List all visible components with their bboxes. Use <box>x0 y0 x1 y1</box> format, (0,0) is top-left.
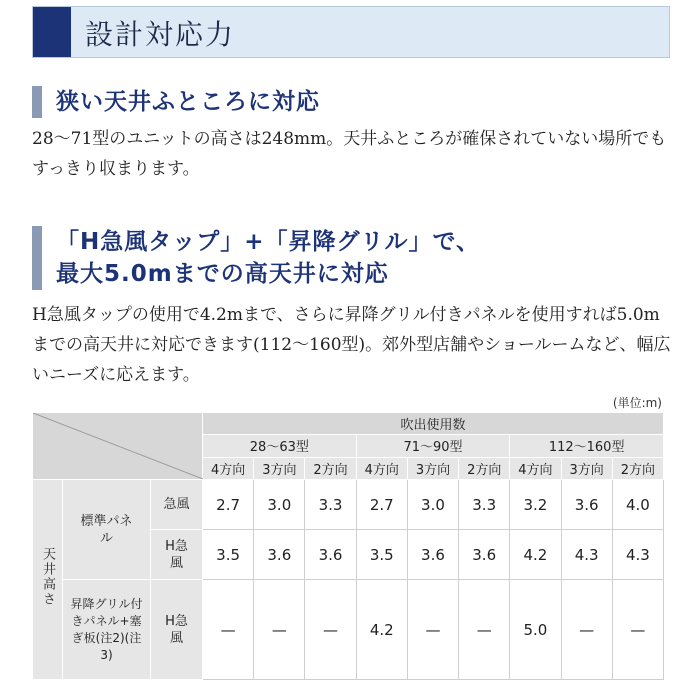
table-cell: 3.6 <box>459 530 510 580</box>
header-dir: 2方向 <box>459 457 510 479</box>
header-outlet-count: 吹出使用数 <box>203 413 664 435</box>
table-cell: 3.6 <box>407 530 458 580</box>
table-cell: 3.5 <box>203 530 254 580</box>
table-cell: 3.6 <box>561 480 612 530</box>
section2-accent-bar <box>32 226 42 290</box>
mode-label: 急風 <box>151 480 203 530</box>
section2-heading <box>32 226 480 290</box>
section2-title-line2: 最大5.0mまでの高天井に対応 <box>56 261 389 287</box>
header-group-1: 28〜63型 <box>203 435 357 457</box>
section2-body: H急風タップの使用で4.2mまで、さらに昇降グリル付きパネルを使用すれば5.0mまでの高天井に対応できます(112〜160型)。郊外型店舗やショールームなど、幅広いニーズに応えます。 <box>32 305 671 385</box>
panel-standard-label: 標準パネル <box>63 480 151 580</box>
table-cell: — <box>305 580 356 680</box>
section1-title: 狭い天井ふところに対応 <box>56 89 320 115</box>
header-dir: 2方向 <box>612 457 663 479</box>
section-banner <box>32 6 670 58</box>
unit-note: (単位:m) <box>612 396 662 410</box>
table-cell: — <box>203 580 254 680</box>
header-group-2: 71〜90型 <box>356 435 510 457</box>
spec-table <box>32 412 664 680</box>
section1-body: 28〜71型のユニットの高さは248mm。天井ふところが確保されていない場所でもすっきり収まります。 <box>32 129 667 179</box>
table-cell: 2.7 <box>356 480 407 530</box>
table-cell: 3.5 <box>356 530 407 580</box>
table-cell: 3.0 <box>407 480 458 530</box>
header-dir: 4方向 <box>356 457 407 479</box>
table-cell: 3.6 <box>254 530 305 580</box>
table-cell: 4.2 <box>510 530 561 580</box>
table-cell: — <box>459 580 510 680</box>
table-cell: 2.7 <box>203 480 254 530</box>
row-group-label: 天井高さ <box>33 480 63 680</box>
table-cell: — <box>254 580 305 680</box>
section1-heading <box>32 86 320 118</box>
panel-lift-label: 昇降グリル付きパネル+塞ぎ板(注2)(注3) <box>63 580 151 680</box>
section1-accent-bar <box>32 86 42 118</box>
table-cell: — <box>612 580 663 680</box>
table-cell: — <box>561 580 612 680</box>
table-cell: 4.0 <box>612 480 663 530</box>
table-cell: 5.0 <box>510 580 561 680</box>
header-dir: 3方向 <box>407 457 458 479</box>
table-cell: 3.2 <box>510 480 561 530</box>
header-group-3: 112〜160型 <box>510 435 664 457</box>
table-cell: — <box>407 580 458 680</box>
table-cell: 3.6 <box>305 530 356 580</box>
table-cell: 3.3 <box>459 480 510 530</box>
header-dir: 2方向 <box>305 457 356 479</box>
banner-accent-bar <box>33 7 71 57</box>
header-dir: 4方向 <box>510 457 561 479</box>
table-corner-cell <box>33 413 203 480</box>
section2-title-line1: 「H急風タップ」+「昇降グリル」で、 <box>56 229 481 255</box>
header-dir: 3方向 <box>254 457 305 479</box>
corner-diagonal <box>33 413 203 479</box>
table-cell: 3.3 <box>305 480 356 530</box>
banner-title: 設計対応力 <box>85 18 236 51</box>
table-cell: 4.3 <box>612 530 663 580</box>
mode-label: H急風 <box>151 580 203 680</box>
header-dir: 3方向 <box>561 457 612 479</box>
mode-label: H急風 <box>151 530 203 580</box>
header-dir: 4方向 <box>203 457 254 479</box>
table-cell: 4.3 <box>561 530 612 580</box>
table-cell: 3.0 <box>254 480 305 530</box>
table-cell: 4.2 <box>356 580 407 680</box>
